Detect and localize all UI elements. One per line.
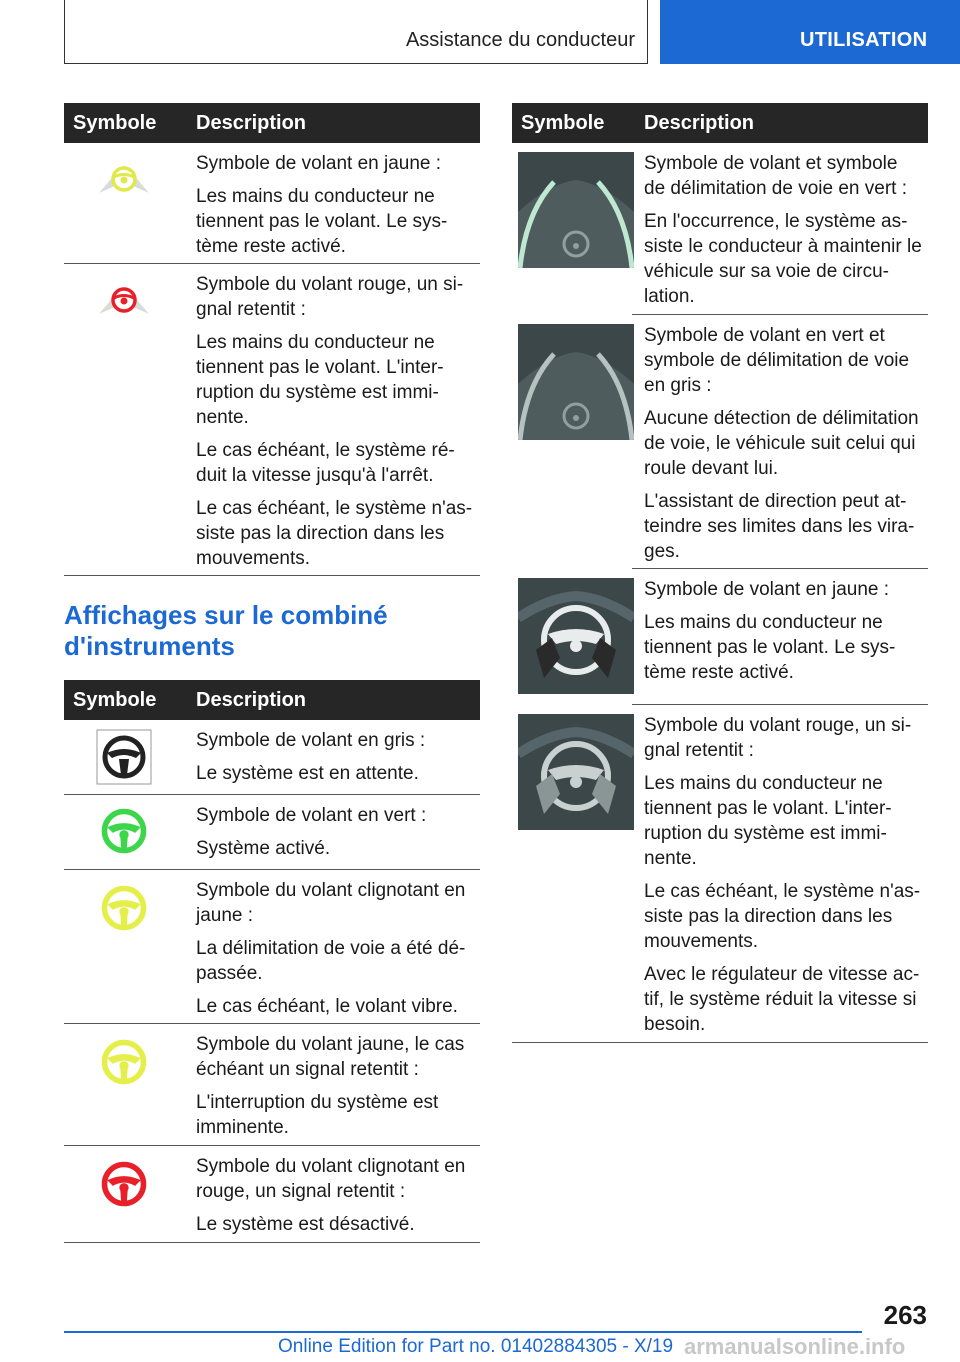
table-row bbox=[64, 264, 480, 576]
table-row bbox=[64, 720, 480, 795]
column-description: Description bbox=[196, 112, 307, 134]
row-text: Avec le régulateur de vitesse actif, le système réduit la vitesse si besoin. bbox=[644, 964, 920, 1035]
table-header bbox=[512, 103, 928, 143]
column-symbol: Symbole bbox=[73, 689, 157, 711]
row-text: Symbole de volant en vert et symbole de délimitation de voie en gris : bbox=[644, 325, 910, 396]
row-text: Le cas échéant, le système n'assiste pas la direction dans les mouvements. bbox=[196, 498, 473, 569]
table-row bbox=[512, 143, 928, 315]
table-row bbox=[64, 143, 480, 264]
lane-wheel-green-lanes-green-image bbox=[518, 152, 634, 268]
row-text: Symbole de volant et symbole de délimitation de voie en vert : bbox=[644, 153, 907, 199]
row-text: Les mains du conducteur ne tiennent pas le volant. L'interruption du système est imminente. bbox=[196, 332, 444, 428]
column-symbol: Symbole bbox=[73, 112, 157, 134]
column-description: Description bbox=[644, 112, 755, 134]
hands-on-wheel-red-image bbox=[518, 714, 634, 830]
table-row bbox=[512, 569, 928, 705]
steering-wheel-hands-red-icon bbox=[64, 286, 184, 316]
table-row bbox=[64, 870, 480, 1024]
table-row bbox=[512, 315, 928, 569]
footer-divider bbox=[64, 1331, 862, 1333]
table-header bbox=[64, 103, 480, 143]
table-row bbox=[512, 705, 928, 1043]
section-heading: Affichages sur le combiné d'instruments bbox=[64, 600, 388, 661]
header-section-box bbox=[64, 0, 648, 64]
table-cluster-symbols bbox=[64, 680, 480, 1243]
chapter-tab[interactable] bbox=[660, 0, 960, 64]
table-row bbox=[64, 1024, 480, 1146]
table-header bbox=[64, 680, 480, 720]
table-driving-assist-displays bbox=[512, 103, 928, 1043]
steering-wheel-yellow-icon bbox=[64, 1036, 184, 1088]
watermark-logo: armanualsonline.info bbox=[684, 1334, 906, 1359]
row-text: En l'occurrence, le système assiste le conducteur à maintenir le véhicule sur sa voie de circulation. bbox=[644, 211, 922, 307]
steering-wheel-red-blinking-icon bbox=[64, 1158, 184, 1210]
table-row bbox=[64, 795, 480, 870]
row-text: Symbole de volant en vert : bbox=[196, 805, 427, 826]
row-text: Symbole du volant rouge, un signal retentit : bbox=[196, 274, 464, 320]
steering-wheel-yellow-blinking-icon bbox=[64, 882, 184, 934]
row-text: Symbole du volant jaune, le cas échéant un signal retentit : bbox=[196, 1034, 465, 1080]
row-text: Le cas échéant, le volant vibre. bbox=[196, 996, 458, 1017]
steering-wheel-green-icon bbox=[64, 805, 184, 857]
hands-on-wheel-yellow-image bbox=[518, 578, 634, 694]
table-steering-symbols-top bbox=[64, 103, 480, 576]
row-text: Le système est désactivé. bbox=[196, 1214, 415, 1235]
row-text: Symbole de volant en jaune : bbox=[644, 579, 890, 600]
row-text: Les mains du conducteur ne tiennent pas le volant. L'interruption du système est imminente. bbox=[644, 773, 892, 869]
row-text: Symbole de volant en jaune : bbox=[196, 153, 442, 174]
row-text: Le système est en attente. bbox=[196, 763, 419, 784]
column-symbol: Symbole bbox=[521, 112, 605, 134]
row-text: Les mains du conducteur ne tiennent pas le volant. Le système reste activé. bbox=[196, 186, 448, 257]
row-text: Symbole du volant clignotant en jaune : bbox=[196, 880, 466, 926]
row-text: Le cas échéant, le système n'assiste pas la direction dans les mouvements. bbox=[644, 881, 921, 952]
row-text: Les mains du conducteur ne tiennent pas le volant. Le système reste activé. bbox=[644, 612, 896, 683]
column-description: Description bbox=[196, 689, 307, 711]
table-row bbox=[64, 1146, 480, 1243]
row-text: Symbole du volant clignotant en rouge, un signal retentit : bbox=[196, 1156, 466, 1202]
row-text: Système activé. bbox=[196, 838, 331, 859]
row-text: Aucune détection de délimitation de voie, le véhicule suit celui qui roule devant lui. bbox=[644, 408, 919, 479]
row-text: L'assistant de direction peut atteindre ses limites dans les virages. bbox=[644, 491, 915, 562]
chapter-tab-label: UTILISATION bbox=[800, 29, 928, 51]
row-text: Le cas échéant, le système réduit la vitesse jusqu'à l'arrêt. bbox=[196, 440, 455, 486]
row-text: L'interruption du système est imminente. bbox=[196, 1092, 439, 1138]
steering-wheel-hands-yellow-icon bbox=[64, 165, 184, 195]
row-text: Symbole de volant en gris : bbox=[196, 730, 426, 751]
row-text: Symbole du volant rouge, un signal retentit : bbox=[644, 715, 912, 761]
footer-edition: Online Edition for Part no. 01402884305 - X/19 bbox=[278, 1336, 674, 1357]
steering-wheel-grey-icon bbox=[64, 729, 184, 785]
page-number: 263 bbox=[883, 1300, 927, 1330]
row-text: La délimitation de voie a été dépassée. bbox=[196, 938, 466, 984]
section-title: Assistance du conducteur bbox=[405, 29, 635, 51]
lane-wheel-green-lanes-grey-image bbox=[518, 324, 634, 440]
